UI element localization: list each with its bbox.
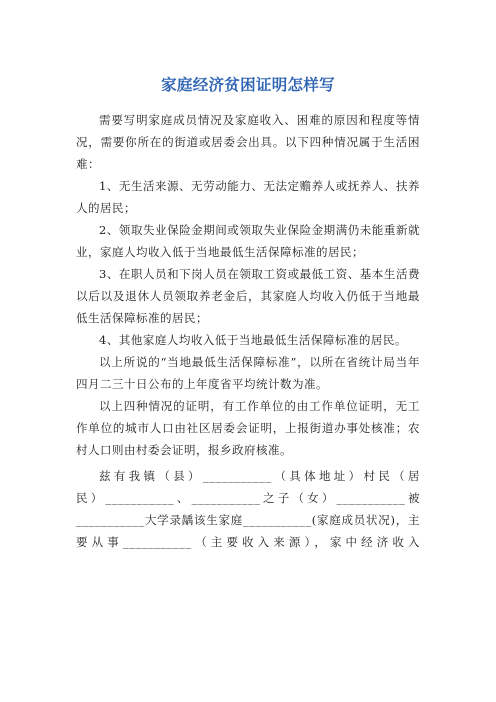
template-line-3: ___________大学录龋该生家庭___________(家庭成员状况)，主 bbox=[76, 513, 420, 527]
paragraph-intro: 需要写明家庭成员情况及家庭收入、困难的原因和程度等情况，需要你所在的街道或居委会出具。以下四种情况属于生活困难： bbox=[76, 113, 420, 171]
certificate-template bbox=[76, 465, 420, 553]
template-line-1: 兹有我镇（县）___________（具体地址）村民（居 bbox=[99, 469, 420, 483]
document-title: 家庭经济贫困证明怎样写 bbox=[161, 76, 335, 94]
paragraph-item-4: 4、其他家庭人均收入低于当地最低生活保障标准的居民。 bbox=[99, 333, 407, 347]
paragraph-certification-note: 以上四种情况的证明，有工作单位的由工作单位证明，无工作单位的城市人口由社区居委会证明，上报街道办事处核准；农村人口则由村委会证明，报乡政府核准。 bbox=[76, 399, 420, 457]
document-body bbox=[76, 109, 420, 553]
template-line-2: 民）___________、___________之子（女）___________被 bbox=[76, 491, 420, 505]
template-line-4: 要从事___________（主要收入来源），家中经济收入 bbox=[76, 535, 420, 549]
paragraph-item-2: 2、领取失业保险金期间或领取失业保险金期满仍未能重新就业，家庭人均收入低于当地最低生活保障标准的居民； bbox=[76, 223, 420, 259]
paragraph-standard-note: 以上所说的“当地最低生活保障标准”，以所在省统计局当年四月二三十日公布的上年度省平均统计数为准。 bbox=[76, 355, 420, 391]
paragraph-item-1: 1、无生活来源、无劳动能力、无法定赡养人或抚养人、扶养人的居民； bbox=[76, 179, 420, 215]
paragraph-item-3: 3、在职人员和下岗人员在领取工资或最低工资、基本生活费以后以及退休人员领取养老金后，其家庭人均收入仍低于当地最低生活保障标准的居民； bbox=[76, 267, 420, 325]
